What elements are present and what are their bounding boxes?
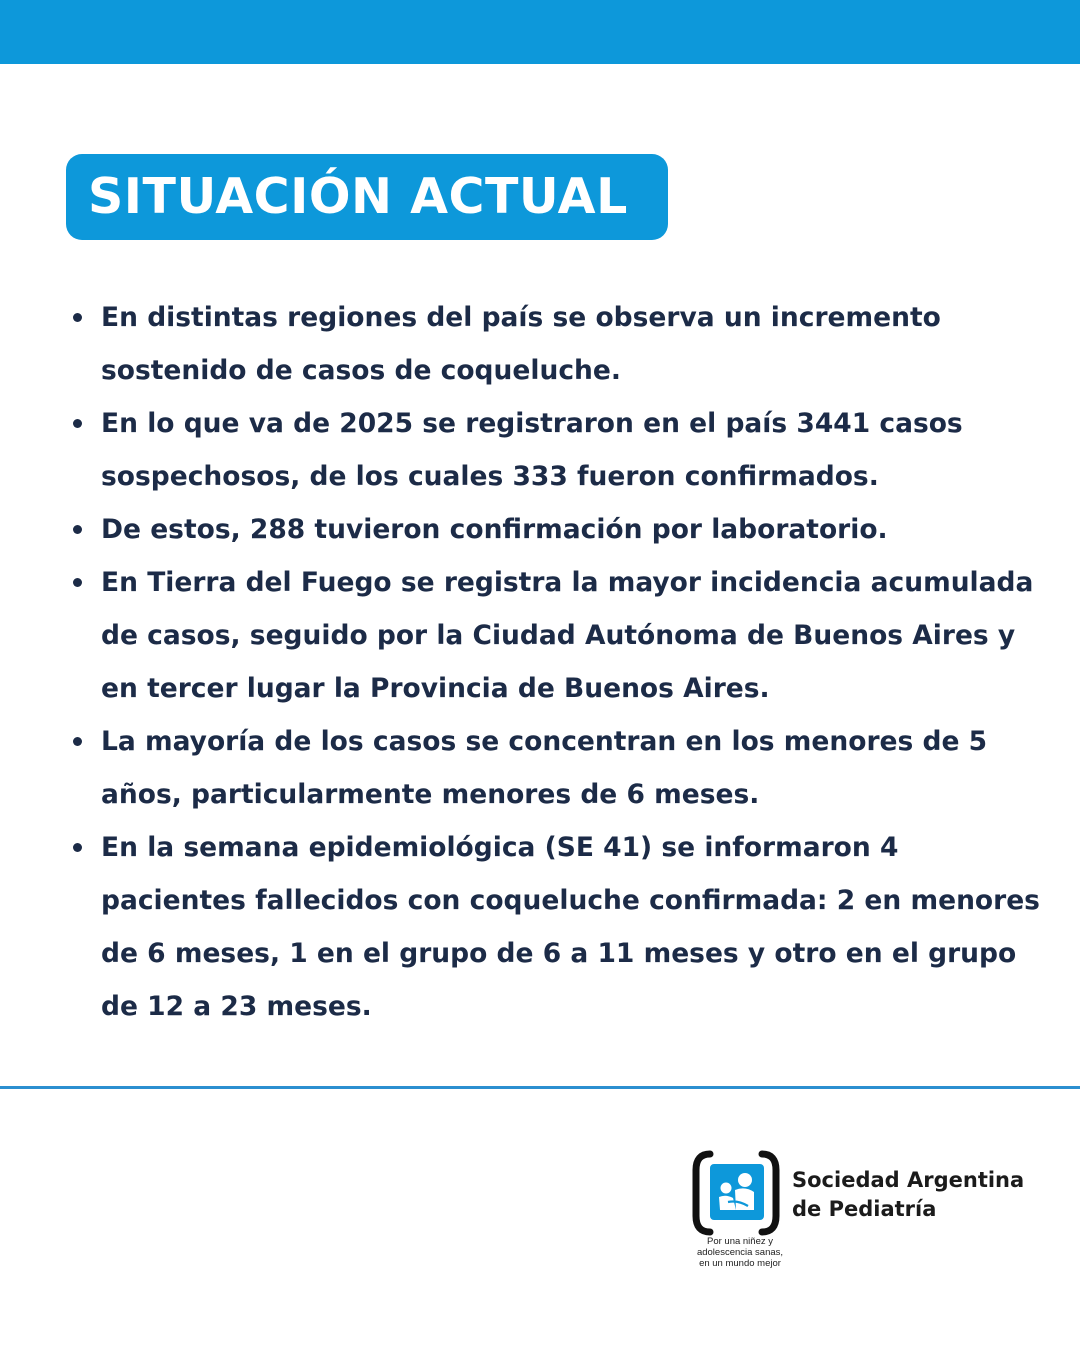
bullet-line: de casos, seguido por la Ciudad Autónoma de Buenos Aires y	[101, 620, 1016, 651]
bullet-line: de 12 a 23 meses.	[101, 991, 372, 1022]
list-item	[70, 556, 1050, 715]
organization-name	[792, 1166, 1024, 1224]
bullet-line: sospechosos, de los cuales 333 fueron confirmados.	[101, 461, 879, 492]
bullet-icon	[73, 419, 82, 428]
list-item	[70, 715, 1050, 821]
top-accent-bar	[0, 0, 1080, 64]
list-item	[70, 291, 1050, 397]
bullet-icon	[73, 737, 82, 746]
bullet-icon	[73, 843, 82, 852]
bullet-line: En distintas regiones del país se observa un incremento	[101, 302, 941, 333]
organization-name-line: Sociedad Argentina	[792, 1168, 1025, 1192]
bullet-line: sostenido de casos de coqueluche.	[101, 355, 621, 386]
tagline-line: adolescencia sanas,	[696, 1247, 784, 1258]
list-item	[70, 821, 1050, 1033]
tagline-line: Por una niñez y	[706, 1236, 773, 1247]
bullet-icon	[73, 525, 82, 534]
organization-name-line: de Pediatría	[792, 1197, 937, 1221]
organization-tagline	[692, 1236, 788, 1269]
bullet-line: En lo que va de 2025 se registraron en el país 3441 casos	[101, 408, 963, 439]
title-banner	[66, 154, 668, 240]
bullet-line: pacientes fallecidos con coqueluche confirmada: 2 en menores	[101, 885, 1040, 916]
bullet-icon	[73, 578, 82, 587]
bullet-line: De estos, 288 tuvieron confirmación por laboratorio.	[101, 514, 888, 545]
footer-divider	[0, 1086, 1080, 1089]
page-title: SITUACIÓN ACTUAL	[88, 168, 628, 225]
bullet-line: En Tierra del Fuego se registra la mayor incidencia acumulada	[101, 567, 1034, 598]
sap-logo-icon	[692, 1150, 788, 1236]
bullet-line: En la semana epidemiológica (SE 41) se informaron 4	[101, 832, 899, 863]
bullet-line: en tercer lugar la Provincia de Buenos Aires.	[101, 673, 770, 704]
bullet-icon	[73, 313, 82, 322]
bullet-list	[70, 291, 1050, 1033]
bullet-line: años, particularmente menores de 6 meses.	[101, 779, 760, 810]
bullet-line: La mayoría de los casos se concentran en los menores de 5	[101, 726, 988, 757]
list-item	[70, 397, 1050, 503]
list-item	[70, 503, 1050, 556]
bullet-line: de 6 meses, 1 en el grupo de 6 a 11 meses y otro en el grupo	[101, 938, 1017, 969]
tagline-line: en un mundo mejor	[699, 1258, 781, 1269]
organization-logo	[692, 1150, 1042, 1280]
